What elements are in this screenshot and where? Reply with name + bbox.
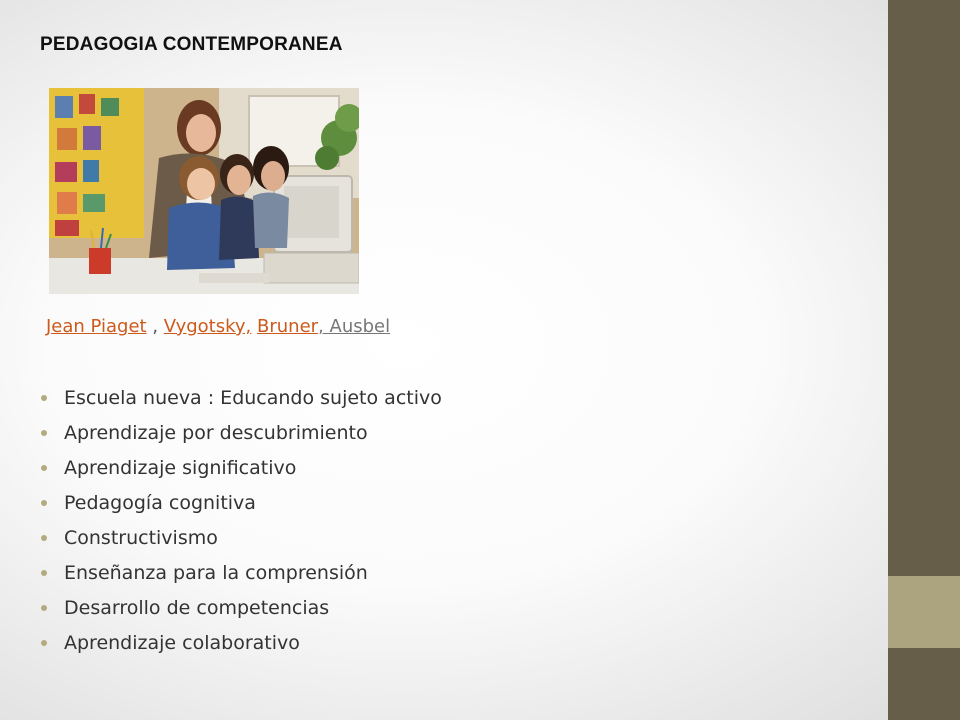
bullet-item (40, 384, 442, 419)
bullet-item (40, 629, 442, 664)
bullet-dot-icon (41, 640, 47, 646)
bullet-dot-icon (41, 605, 47, 611)
bullet-text: Constructivismo (64, 527, 218, 549)
right-decor-bar (888, 0, 960, 720)
link-vygotsky[interactable]: Vygotsky, (163, 316, 252, 337)
bullet-dot-icon (41, 535, 47, 541)
bullet-dot-icon (41, 465, 47, 471)
bullet-dot-icon (41, 570, 47, 576)
bullet-item (40, 489, 442, 524)
bullet-item (40, 419, 442, 454)
bullet-dot-icon (41, 395, 47, 401)
slide-title: PEDAGOGIA CONTEMPORANEA (40, 34, 343, 55)
bullet-dot-icon (41, 500, 47, 506)
link-jean-piaget[interactable]: Jean Piaget (46, 316, 147, 337)
bullet-text: Escuela nueva : Educando sujeto activo (64, 387, 442, 409)
bullet-text: Pedagogía cognitiva (64, 492, 256, 514)
bullet-text: Desarrollo de competencias (64, 597, 330, 619)
bullet-item (40, 594, 442, 629)
bullet-item (40, 524, 442, 559)
link-bruner[interactable]: Bruner (257, 316, 319, 337)
decor-band-bottom (888, 648, 960, 720)
bullet-list (40, 384, 442, 664)
authors-separator: , (146, 316, 164, 337)
decor-band-top (888, 0, 960, 576)
author-ausbel: , Ausbel (318, 316, 391, 337)
classroom-photo (49, 88, 359, 294)
bullet-text: Enseñanza para la comprensión (64, 562, 368, 584)
bullet-item (40, 454, 442, 489)
bullet-dot-icon (41, 430, 47, 436)
bullet-item (40, 559, 442, 594)
bullet-text: Aprendizaje significativo (64, 457, 297, 479)
bullet-text: Aprendizaje colaborativo (64, 632, 300, 654)
bullet-text: Aprendizaje por descubrimiento (64, 422, 368, 444)
decor-band-middle (888, 576, 960, 648)
authors-line (46, 316, 390, 337)
